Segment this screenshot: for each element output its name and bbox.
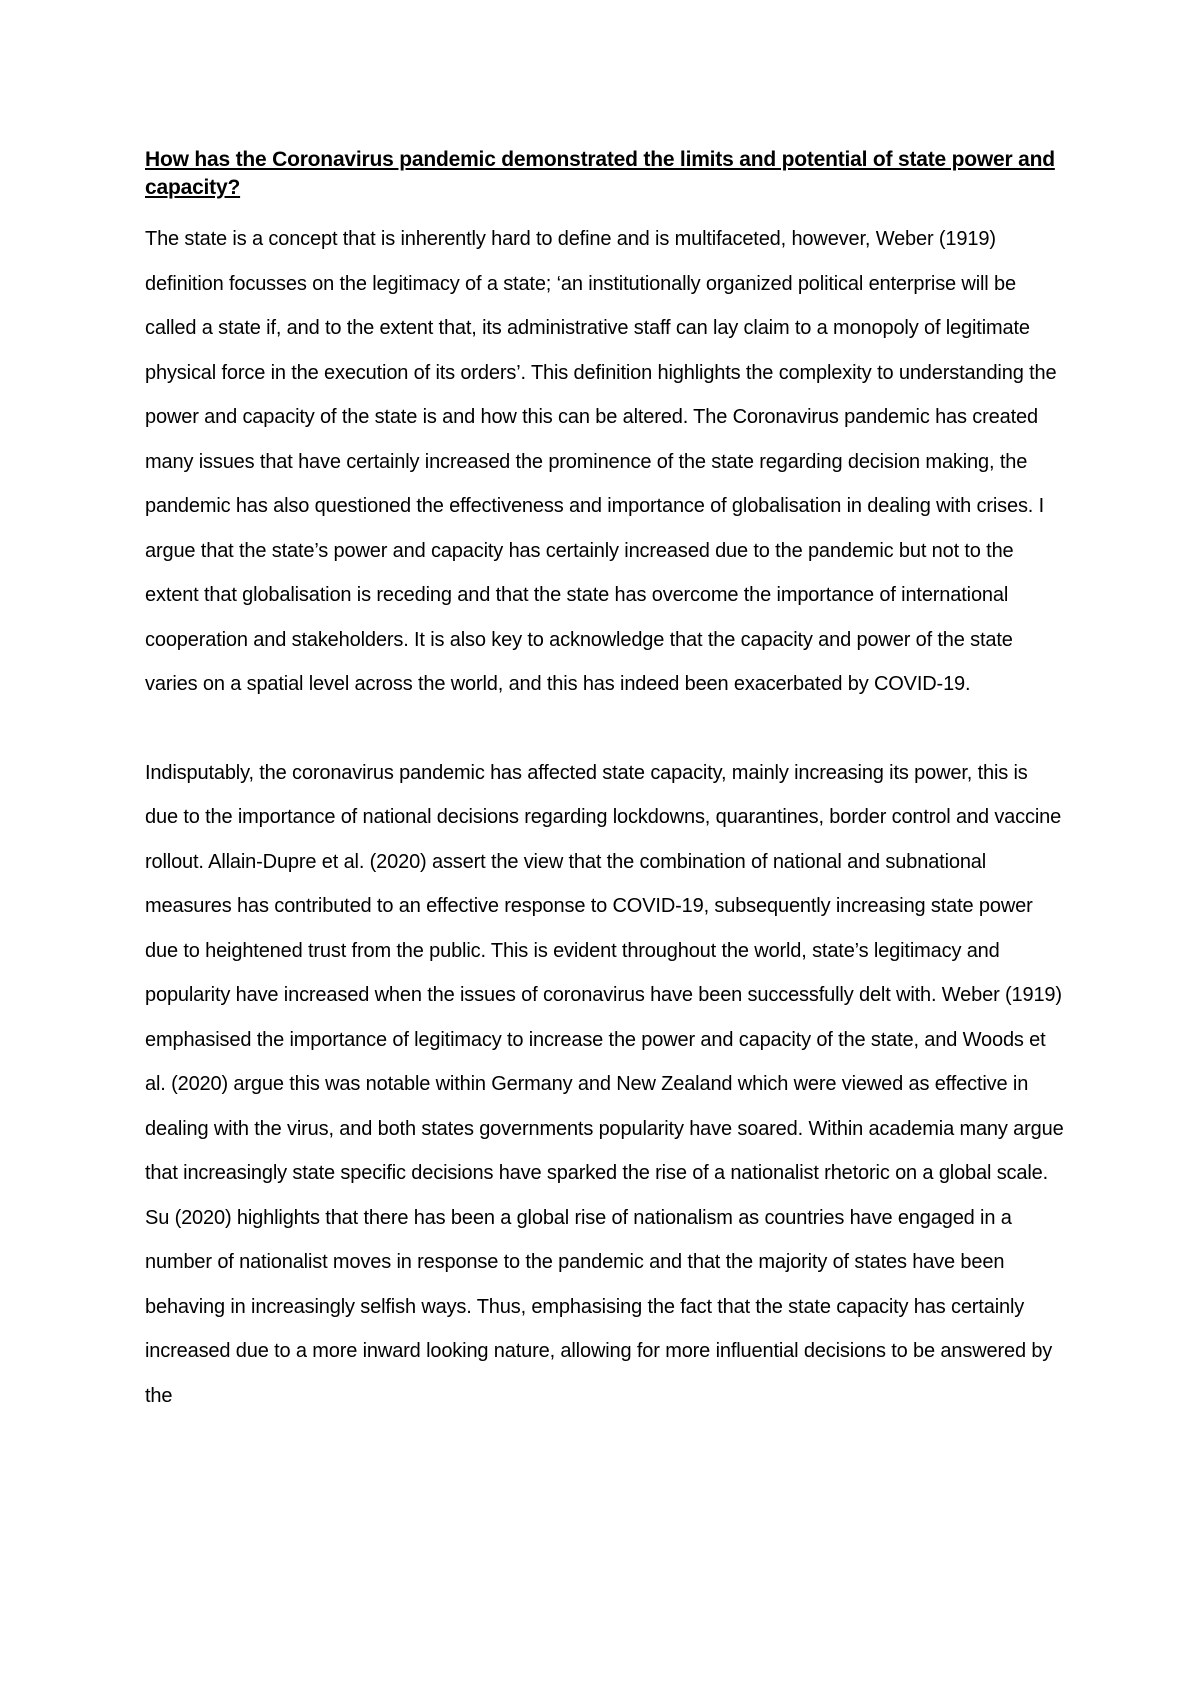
paragraph-state-capacity: Indisputably, the coronavirus pandemic has affected state capacity, mainly increasing its power, this is due to the importance of national decisions regarding lockdowns, quarantines, border control and vaccine rollout. Allain-Dupre et al. (2020) assert the view that the combination of national and subnational measures has contributed to an effective response to COVID-19, subsequently increasing state power due to heightened trust from the public. This is evident throughout the world, state’s legitimacy and popularity have increased when the issues of coronavirus have been successfully delt with. Weber (1919) emphasised the importance of legitimacy to increase the power and capacity of the state, and Woods et al. (2020) argue this was notable within Germany and New Zealand which were viewed as effective in dealing with the virus, and both states governments popularity have soared. Within academia many argue that increasingly state specific decisions have sparked the rise of a nationalist rhetoric on a global scale. Su (2020) highlights that there has been a global rise of nationalism as countries have engaged in a number of nationalist moves in response to the pandemic and that the majority of states have been behaving in increasingly selfish ways. Thus, emphasising the fact that the state capacity has certainly increased due to a more inward looking nature, allowing for more influential decisions to be answered by the: [145, 761, 1064, 1407]
paragraph-introduction: The state is a concept that is inherently hard to define and is multifaceted, however, Weber (1919) definition focusses on the legitimacy of a state; ‘an institutionally organized political enterprise will be called a state if, and to the extent that, its administrative staff can lay claim to a monopoly of legitimate physical force in the execution of its orders’. This definition highlights the complexity to understanding the power and capacity of the state is and how this can be altered. The Coronavirus pandemic has created many issues that have certainly increased the prominence of the state regarding decision making, the pandemic has also questioned the effectiveness and importance of globalisation in dealing with crises. I argue that the state’s power and capacity has certainly increased due to the pandemic but not to the extent that globalisation is receding and that the state has overcome the importance of international cooperation and stakeholders. It is also key to acknowledge that the capacity and power of the state varies on a spatial level across the world, and this has indeed been exacerbated by COVID-19.: [145, 228, 1057, 695]
essay-title: How has the Coronavirus pandemic demonstrated the limits and potential of state power and capacity?: [145, 148, 1055, 199]
document-body: [145, 146, 1065, 1418]
